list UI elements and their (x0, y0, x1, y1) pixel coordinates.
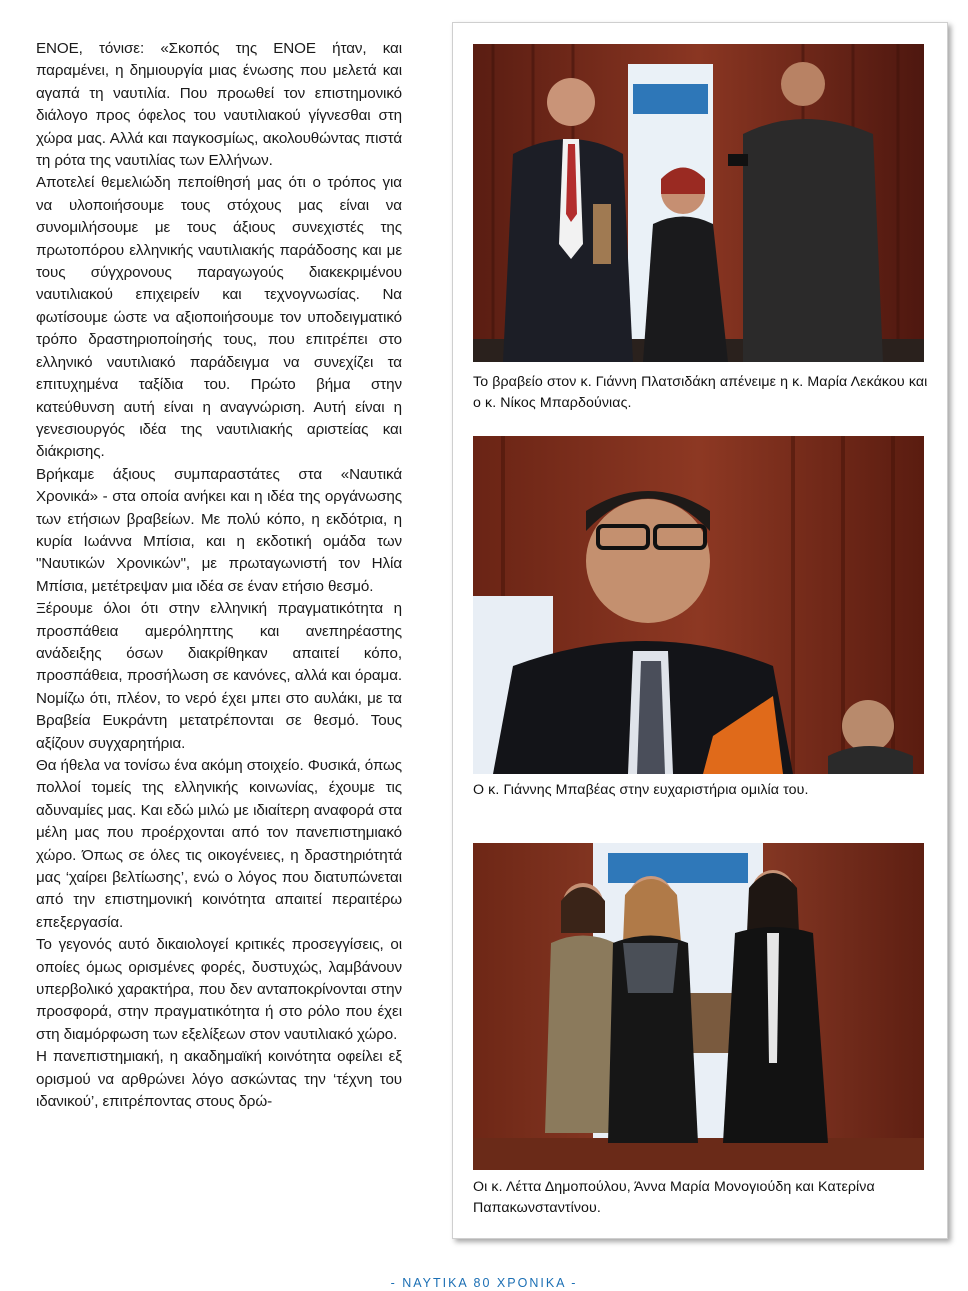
article-paragraph: Το γεγονός αυτό δικαιολογεί κριτικές προσεγγίσεις, οι οποίες όμως ορισμένες φορές, δυστυχώς, λαμβάνουν υπερβολικό χαρακτήρα, που δεν ανταποκρίνονται στην προσφορά, στην πραγματικότητα ή στο ρόλο που έχει στη διαμόρφωση των εξελίξεων στον ναυτιλιακό χώρο. (36, 936, 402, 1043)
article-paragraph: Αποτελεί θεμελιώδη πεποίθησή μας ότι ο τρόπος για να υλοποιήσουμε τους στόχους μας είναι να συνομιλήσουμε με τους άξιους συνεχιστές της πρωτοπόρου ελληνικής ναυτιλιακής παράδοσης και με τους σύγχρονους παραγωγούς διακεκριμένου ναυτιλιακού επιχειρείν και τεχνογνωσίας. Να φωτίσουμε ώστε να αξιοποιήσουμε τον υποδειγματικό τρόπο δραστηριοποίησής τους, που επιτρέπει στο ελληνικό ναυτιλιακό παράδειγμα να συνεχίζει τα επιτυχημένα ταξίδια του. Πρώτο βήμα στην κατεύθυνση αυτή είναι η αναγνώριση. Αυτή είναι η γενεσιουργός ιδέα της ναυτιλιακής αριστείας και διάκρισης. (36, 174, 402, 461)
article-paragraph: Θα ήθελα να τονίσω ένα ακόμη στοιχείο. Φυσικά, όπως πολλοί τομείς της ελληνικής κοινωνίας, έχουμε τις αδυναμίες μας. Και εδώ μιλώ με ιδιαίτερη αναφορά στα μέλη μας που προέρχονται από τον πανεπιστημιακό χώρο. Όπως σε όλες τις οικογένειες, η δραστηριότητά μας ‘χαίρει βελτίωσης’, ενώ ο λόγος που διατυπώνεται από την επιστημονική κοινότητα απαιτεί περαιτέρω επεξεργασία. (36, 757, 402, 931)
article-paragraph: ΕΝΟΕ, τόνισε: «Σκοπός της ΕΝΟΕ ήταν, και παραμένει, η δημιουργία μιας ένωσης που μελετά και αγαπά τη ναυτιλία. Που προωθεί τον επιστημονικό διάλογο προς όφελος του ναυτιλιακού γίγνεσθαι στη χώρα μας. Αλλά και παγκοσμίως, ακολουθώντας πιστά τη ρότα της ναυτιλίας των Ελλήνων. (36, 40, 402, 170)
speaker-image (473, 436, 924, 774)
article-body (36, 38, 402, 1114)
man-right (781, 62, 825, 106)
photo-caption-3: Οι κ. Λέττα Δημοπούλου, Άννα Μαρία Μονογιούδη και Κατερίνα Παπακωνσταντίνου. (473, 1179, 875, 1216)
article-paragraph: Βρήκαμε άξιους συμπαραστάτες στα «Ναυτικά Χρονικά» - στα οποία ανήκει και η ιδέα της οργάνωσης των ετήσιων βραβείων. Με πολύ κόπο, η εκδότρια, η κυρία Ιωάννα Μπίσια, και η εκδοτική ομάδα των "Ναυτικών Χρονικών", με πρωταγωνιστή τον Ηλία Μπίσια, μετέτρεψαν μια ιδέα σε έναν ετήσιο θεσμό. (36, 465, 402, 595)
speaker-photo (473, 436, 924, 774)
photo-caption-2: Ο κ. Γιάννης Μπαβέας στην ευχαριστήρια ομιλία του. (473, 782, 809, 798)
three-women-photo (473, 843, 924, 1170)
article-paragraph: Ξέρουμε όλοι ότι στην ελληνική πραγματικότητα η προσπάθεια αμερόληπτης και ανεπηρέαστης ανάδειξης όσων διακρίθηκαν απαιτεί κόπο, προσπάθεια, προσήλωση σε κανόνες, αλλά και όραμα. Νομίζω ότι, πλέον, το νερό έχει μπει στο αυλάκι, με τα Βραβεία Ευκράντη μετατρέπονται σε θεσμό. Τους αξίζουν συγχαρητήρια. (36, 600, 402, 752)
man-left (547, 78, 595, 126)
speaker-face (586, 499, 710, 623)
award-presentation-photo (473, 44, 924, 362)
three-women-image (473, 843, 924, 1170)
award-presentation-image (473, 44, 924, 362)
photo-caption-1: Το βραβείο στον κ. Γιάννη Πλατσιδάκη απένειμε η κ. Μαρία Λεκάκου και ο κ. Νίκος Μπαρδούνιας. (473, 374, 928, 411)
page-footer: - ΝΑΥΤΙΚΑ 80 ΧΡΟΝΙΚΑ - (390, 1276, 578, 1290)
article-paragraph: Η πανεπιστημιακή, η ακαδημαϊκή κοινότητα οφείλει εξ ορισμού να αρθρώνει λόγο ασκώντας την ‘τέχνη του ιδανικού’, επιτρέποντας στους δρώ- (36, 1048, 402, 1111)
